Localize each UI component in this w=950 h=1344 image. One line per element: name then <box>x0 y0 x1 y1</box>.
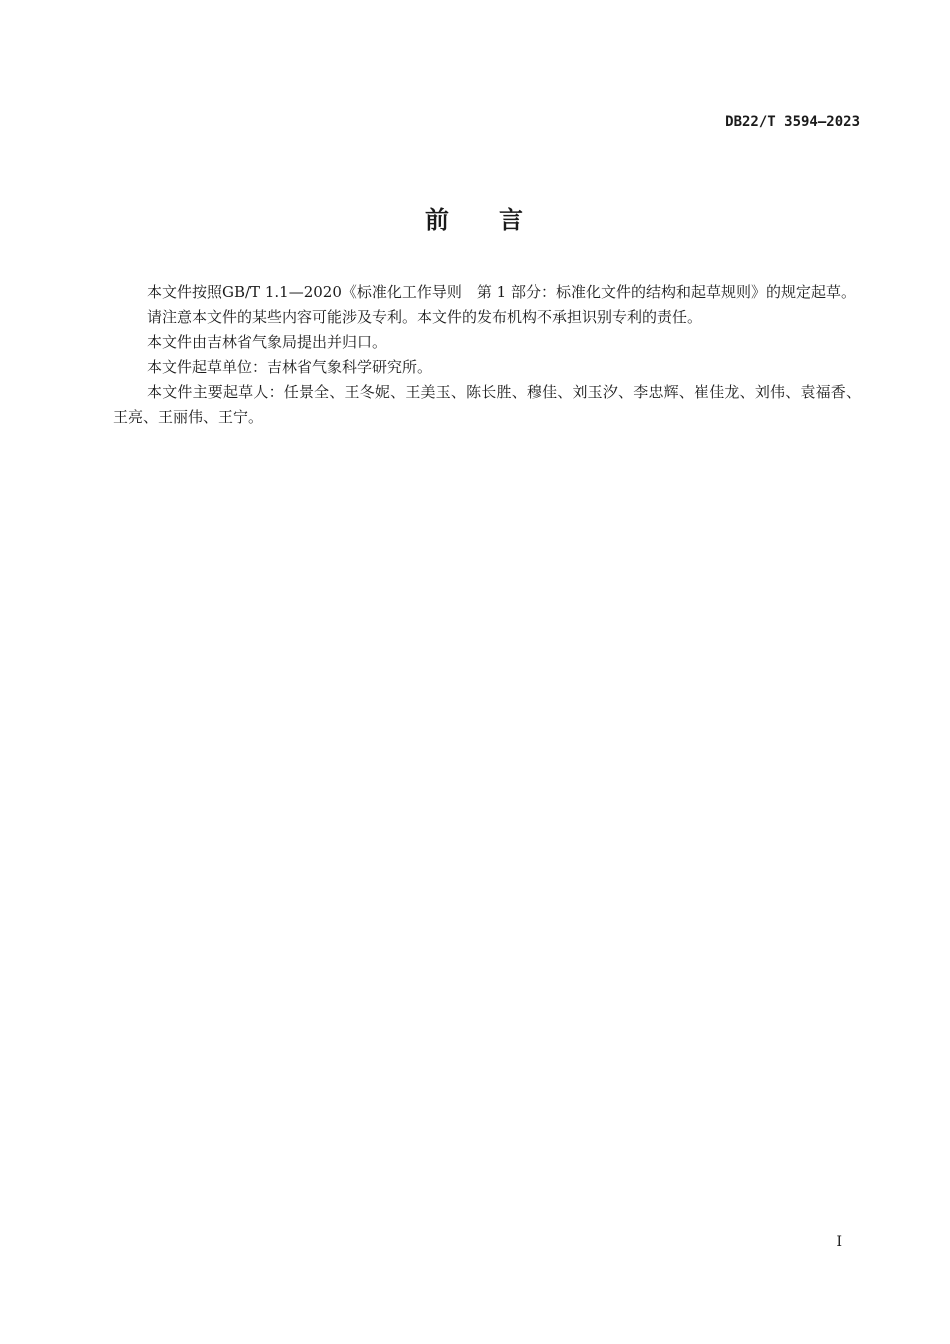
document-code: DB22/T 3594—2023 <box>725 114 860 130</box>
page-number: I <box>836 1234 842 1250</box>
page-title <box>0 200 950 235</box>
paragraph-patent-notice: 请注意本文件的某些内容可能涉及专利。本文件的发布机构不承担识别专利的责任。 <box>147 308 703 326</box>
paragraph-drafting-rules: 本文件按照GB/T 1.1—2020《标准化工作导则 第 1 部分：标准化文件的结构和起草规则》的规定起草。 <box>147 283 856 301</box>
title-char-2: 言 <box>499 206 525 234</box>
foreword-body <box>113 280 861 430</box>
paragraph-drafting-unit: 本文件起草单位：吉林省气象科学研究所。 <box>147 358 433 376</box>
paragraph-drafters: 本文件主要起草人：任景全、王冬妮、王美玉、陈长胜、穆佳、刘玉汐、李忠辉、崔佳龙、刘伟、袁福香、王亮、王丽伟、王宁。 <box>113 383 861 426</box>
paragraph-proposer: 本文件由吉林省气象局提出并归口。 <box>147 333 388 351</box>
title-char-1: 前 <box>425 206 451 234</box>
